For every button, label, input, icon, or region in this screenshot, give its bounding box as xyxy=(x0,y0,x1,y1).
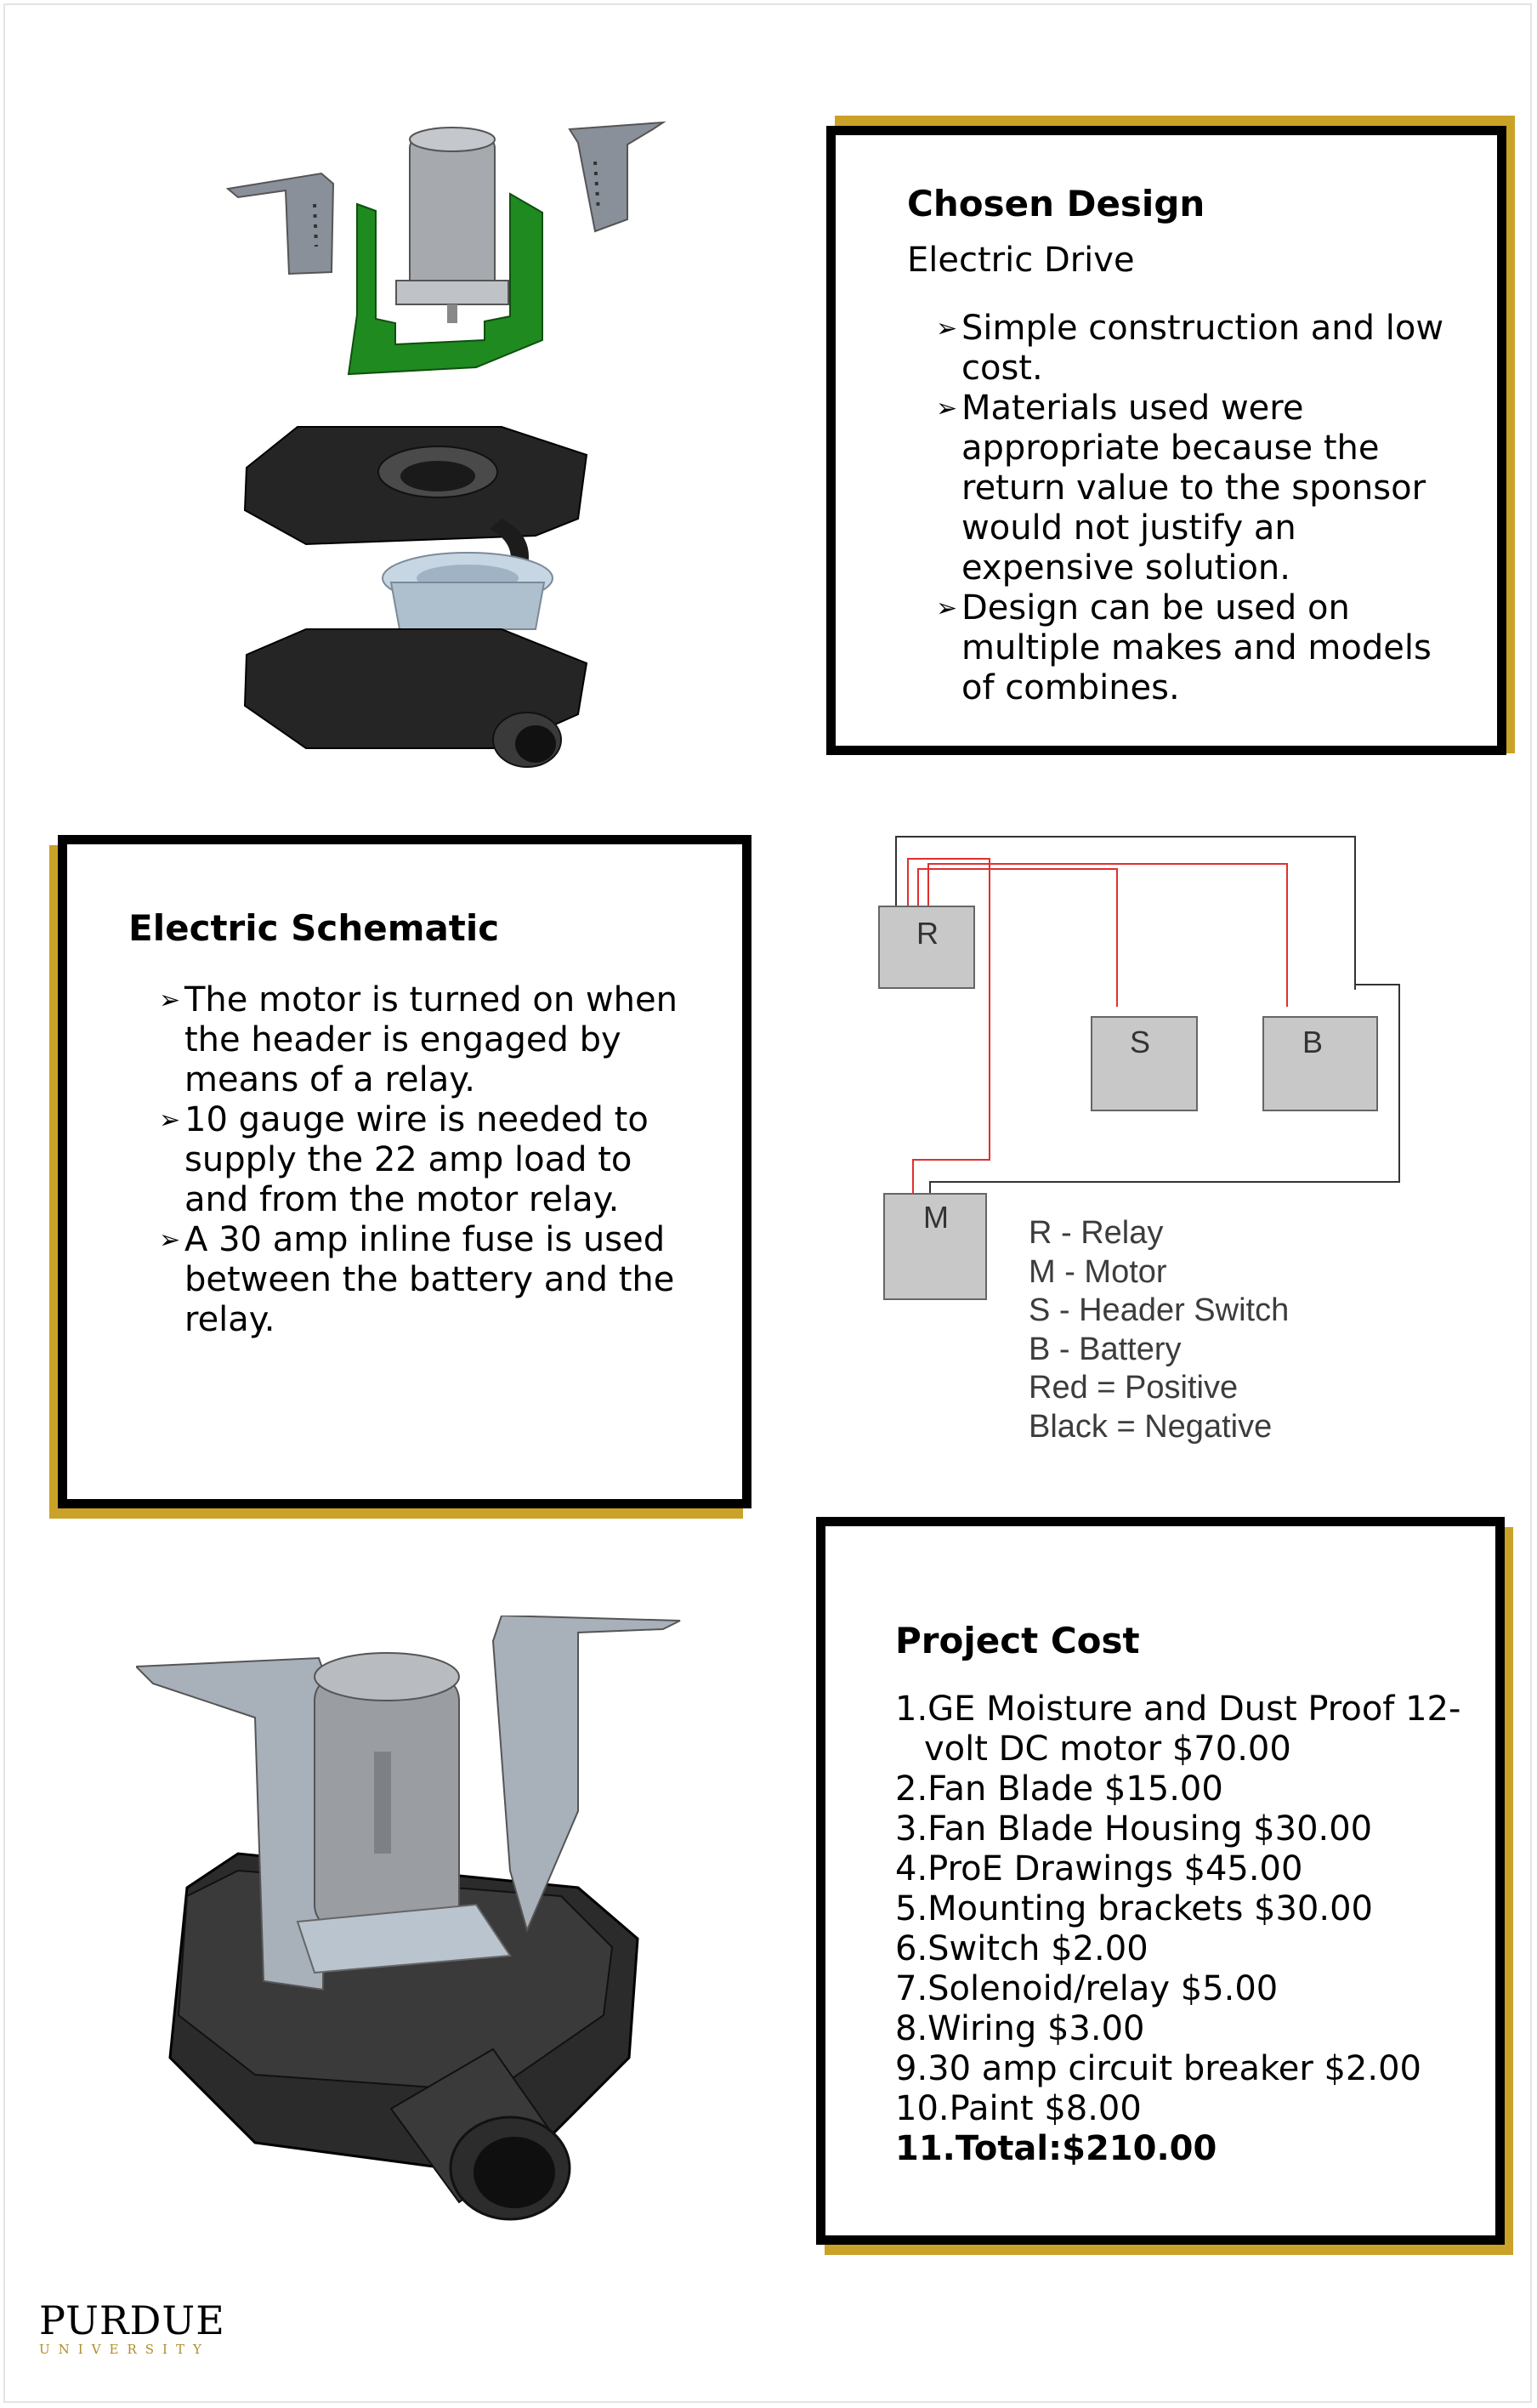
exploded-assembly-render xyxy=(221,119,672,782)
electric-schematic-title: Electric Schematic xyxy=(128,907,500,949)
cost-item: 9.30 amp circuit breaker $2.00 xyxy=(895,2049,1421,2088)
legend-item: Black = Negative xyxy=(1029,1408,1273,1445)
arrow-bullet-icon: ➢ xyxy=(159,1105,181,1135)
cost-item: 7.Solenoid/relay $5.00 xyxy=(895,1969,1279,2008)
legend-item: R - Relay xyxy=(1029,1215,1164,1251)
list-item: ➢ Design can be used on multiple makes and models of combines. xyxy=(936,588,1432,707)
chosen-design-bullets xyxy=(936,309,1472,708)
arrow-bullet-icon: ➢ xyxy=(159,1225,181,1255)
legend-item: Red = Positive xyxy=(1029,1370,1239,1406)
cost-item: 3.Fan Blade Housing $30.00 xyxy=(895,1809,1373,1849)
list-item: ➢ A 30 amp inline fuse is used between the battery and the relay. xyxy=(159,1220,675,1339)
logo-university: UNIVERSITY xyxy=(39,2342,210,2357)
logo-name: PURDUE xyxy=(39,2297,225,2343)
chosen-design-panel xyxy=(826,126,1506,755)
project-cost-title: Project Cost xyxy=(895,1620,1140,1661)
purdue-logo xyxy=(39,2297,225,2357)
list-item: ➢ Materials used were appropriate because the return value to the sponsor would not justify an expensive solution. xyxy=(936,389,1426,588)
legend-item: S - Header Switch xyxy=(1029,1292,1290,1328)
schematic-legend xyxy=(1029,1214,1289,1446)
project-cost-panel xyxy=(816,1517,1505,2245)
list-item: ➢ Simple construction and low cost. xyxy=(936,309,1444,388)
legend-item: B - Battery xyxy=(1029,1331,1182,1367)
motor-node xyxy=(884,1194,986,1299)
arrow-bullet-icon: ➢ xyxy=(936,394,958,423)
project-cost-list xyxy=(895,1690,1473,2169)
arrow-bullet-icon: ➢ xyxy=(936,314,958,344)
electric-schematic-bullets xyxy=(159,980,686,1340)
svg-text:R: R xyxy=(916,916,939,951)
battery-node xyxy=(1263,1017,1377,1110)
cost-total: 11.Total:$210.00 xyxy=(895,2129,1217,2168)
legend-item: M - Motor xyxy=(1029,1253,1167,1290)
svg-text:B: B xyxy=(1302,1025,1324,1059)
svg-text:S: S xyxy=(1130,1025,1151,1059)
relay-node xyxy=(879,906,974,988)
arrow-bullet-icon: ➢ xyxy=(159,985,181,1015)
svg-text:M: M xyxy=(923,1200,949,1235)
assembled-drive-render xyxy=(136,1616,697,2262)
list-item: ➢ The motor is turned on when the header is engaged by means of a relay. xyxy=(159,980,678,1099)
cost-item: 1.GE Moisture and Dust Proof 12- volt DC motor $70.00 xyxy=(895,1690,1461,1769)
list-item: ➢ 10 gauge wire is needed to supply the 22 amp load to and from the motor relay. xyxy=(159,1100,649,1219)
arrow-bullet-icon: ➢ xyxy=(936,593,958,623)
chosen-design-subtitle: Electric Drive xyxy=(907,241,1135,280)
cost-item: 8.Wiring $3.00 xyxy=(895,2009,1145,2048)
switch-node xyxy=(1092,1017,1197,1110)
cost-item: 4.ProE Drawings $45.00 xyxy=(895,1849,1303,1888)
chosen-design-title: Chosen Design xyxy=(907,183,1205,224)
cost-item: 2.Fan Blade $15.00 xyxy=(895,1769,1223,1809)
electric-schematic-panel xyxy=(58,835,751,1508)
cost-item: 6.Switch $2.00 xyxy=(895,1929,1148,1968)
cost-item: 10.Paint $8.00 xyxy=(895,2089,1142,2128)
cost-item: 5.Mounting brackets $30.00 xyxy=(895,1889,1373,1928)
